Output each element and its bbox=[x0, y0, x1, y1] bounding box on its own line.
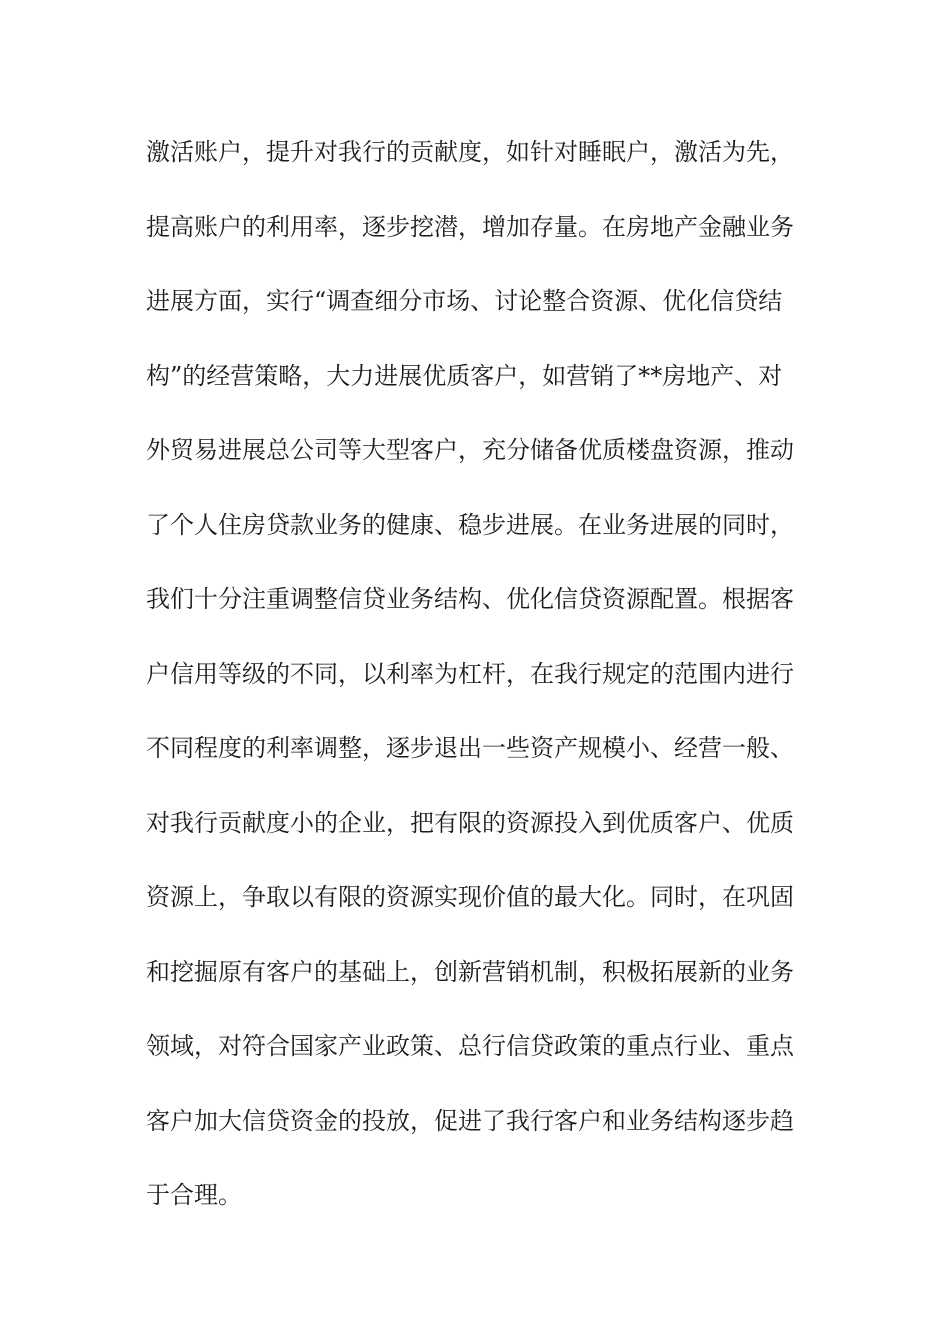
text-line-12: 和挖掘原有客户的基础上，创新营销机制，积极拓展新的业务 bbox=[146, 957, 794, 986]
text-line-8: 户信用等级的不同，以利率为杠杆，在我行规定的范围内进行 bbox=[146, 659, 794, 688]
text-line-4: 构”的经营策略，大力进展优质客户，如营销了**房地产、对 bbox=[146, 361, 783, 390]
text-line-7: 我们十分注重调整信贷业务结构、优化信贷资源配置。根据客 bbox=[146, 585, 794, 613]
text-line-2: 提高账户的利用率，逐步挖潜，增加存量。在房地产金融业务 bbox=[146, 212, 794, 241]
text-line-6: 了个人住房贷款业务的健康、稳步进展。在业务进展的同时， bbox=[146, 510, 794, 539]
body-paragraph bbox=[146, 132, 806, 1250]
text-line-11: 资源上，争取以有限的资源实现价值的最大化。同时，在巩固 bbox=[146, 883, 794, 911]
text-line-15: 于合理。 bbox=[146, 1181, 242, 1209]
text-line-1: 激活账户，提升对我行的贡献度，如针对睡眠户，激活为先， bbox=[146, 138, 794, 166]
text-line-10: 对我行贡献度小的企业，把有限的资源投入到优质客户、优质 bbox=[146, 808, 794, 837]
text-line-13: 领域，对符合国家产业政策、总行信贷政策的重点行业、重点 bbox=[146, 1032, 794, 1060]
text-line-9: 不同程度的利率调整，逐步退出一些资产规模小、经营一般、 bbox=[146, 734, 794, 762]
text-line-14: 客户加大信贷资金的投放，促进了我行客户和业务结构逐步趋 bbox=[146, 1106, 794, 1135]
text-line-5: 外贸易进展总公司等大型客户，充分储备优质楼盘资源，推动 bbox=[146, 436, 794, 464]
text-line-3: 进展方面，实行“调查细分市场、讨论整合资源、优化信贷结 bbox=[146, 287, 783, 315]
